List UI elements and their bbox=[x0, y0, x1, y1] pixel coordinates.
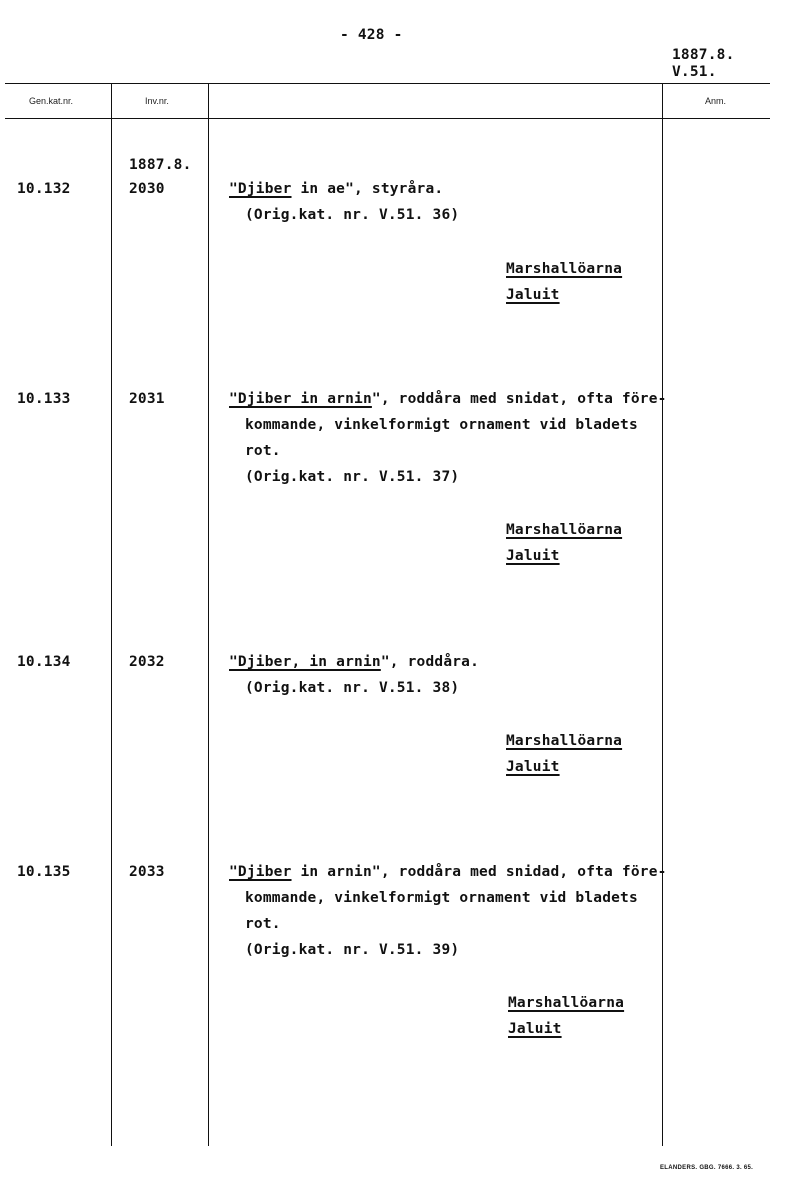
entry-title-name: "Djiber bbox=[229, 864, 292, 880]
column-header-anm: Anm. bbox=[705, 96, 727, 106]
entry-sub-place: Jaluit bbox=[506, 287, 560, 303]
entry-place: Marshallöarna bbox=[506, 733, 623, 749]
entry-description-line: kommande, vinkelformigt ornament vid bladets bbox=[245, 417, 638, 433]
entry-sub-place: Jaluit bbox=[506, 759, 560, 775]
entry-gen-kat-nr: 10.133 bbox=[17, 391, 71, 407]
entry-orig-ref: (Orig.kat. nr. V.51. 36) bbox=[245, 207, 460, 223]
column-header-gen-kat-nr: Gen.kat.nr. bbox=[29, 96, 74, 106]
header-collection: V.51. bbox=[672, 64, 717, 80]
entry-sub-place: Jaluit bbox=[506, 548, 560, 564]
entry-orig-ref: (Orig.kat. nr. V.51. 38) bbox=[245, 680, 460, 696]
entry-title-name: "Djiber in arnin bbox=[229, 391, 372, 407]
column-rule-1 bbox=[111, 84, 112, 1146]
entry-description-line: kommande, vinkelformigt ornament vid bladets bbox=[245, 890, 638, 906]
entry-title-rest: ", roddåra med snidat, ofta före- bbox=[371, 391, 667, 407]
entry-place: Marshallöarna bbox=[508, 995, 625, 1011]
column-header-inv-nr: Inv.nr. bbox=[145, 96, 169, 106]
entry-title bbox=[229, 859, 667, 885]
entry-inv-nr: 2033 bbox=[129, 864, 165, 880]
entry-description-line: rot. bbox=[245, 443, 281, 459]
entry-title bbox=[229, 176, 443, 202]
entry-title bbox=[229, 386, 667, 412]
entry-title-name: "Djiber, in arnin bbox=[229, 654, 381, 670]
column-rule-3 bbox=[662, 84, 663, 1146]
entry-orig-ref: (Orig.kat. nr. V.51. 37) bbox=[245, 469, 460, 485]
entry-place: Marshallöarna bbox=[506, 261, 623, 277]
group-date-label: 1887.8. bbox=[129, 157, 192, 173]
printer-imprint: ELANDERS. GBG. 7666. 3. 65. bbox=[660, 1165, 754, 1171]
header-date: 1887.8. bbox=[672, 47, 735, 63]
entry-description-line: rot. bbox=[245, 916, 281, 932]
entry-gen-kat-nr: 10.135 bbox=[17, 864, 71, 880]
entry-inv-nr: 2031 bbox=[129, 391, 165, 407]
entry-title bbox=[229, 649, 479, 675]
header-top-rule bbox=[5, 83, 770, 84]
entry-sub-place: Jaluit bbox=[508, 1021, 562, 1037]
page-number: - 428 - bbox=[340, 27, 403, 43]
header-bottom-rule bbox=[5, 118, 770, 119]
entry-orig-ref: (Orig.kat. nr. V.51. 39) bbox=[245, 942, 460, 958]
column-rule-2 bbox=[208, 84, 209, 1146]
entry-place: Marshallöarna bbox=[506, 522, 623, 538]
entry-gen-kat-nr: 10.132 bbox=[17, 181, 71, 197]
entry-gen-kat-nr: 10.134 bbox=[17, 654, 71, 670]
entry-title-name: "Djiber bbox=[229, 181, 292, 197]
entry-inv-nr: 2032 bbox=[129, 654, 165, 670]
entry-inv-nr: 2030 bbox=[129, 181, 165, 197]
entry-title-rest: in arnin", roddåra med snidad, ofta före- bbox=[291, 864, 667, 880]
entry-title-rest: ", roddåra. bbox=[380, 654, 480, 670]
entry-title-rest: in ae", styråra. bbox=[291, 181, 444, 197]
